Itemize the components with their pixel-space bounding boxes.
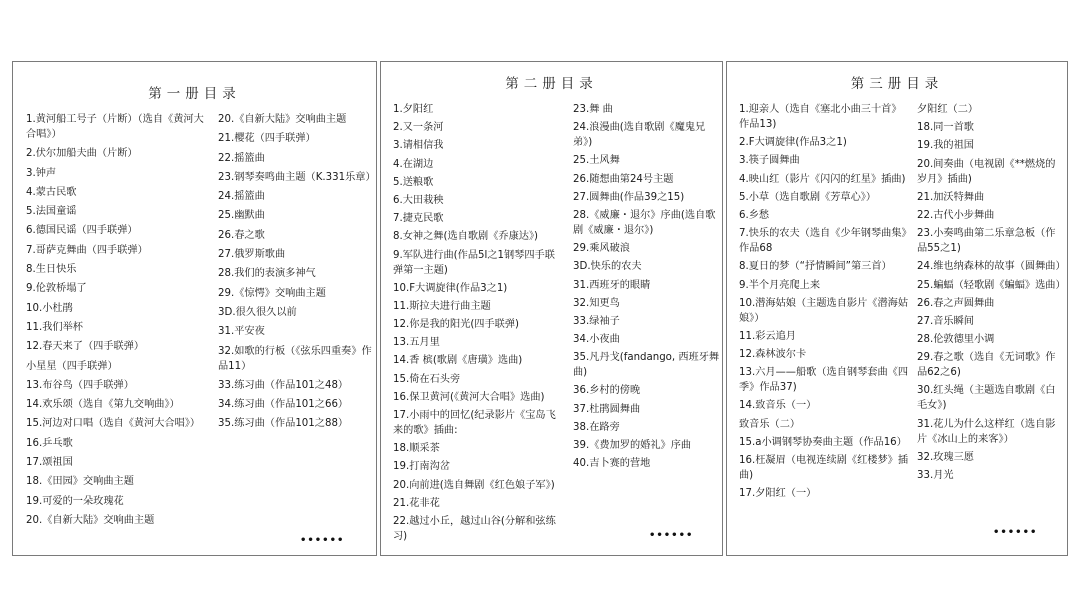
toc-item: 16.枉凝眉（电视连续剧《红楼梦》插曲)	[739, 455, 909, 481]
toc-item: 13.五月里	[393, 337, 440, 349]
toc-item: 2.又一条河	[393, 122, 444, 134]
toc-item: 28.我们的表演多神气	[218, 268, 316, 280]
toc-item: 29.《惊愕》交响曲主题	[218, 287, 326, 299]
toc-item: 7.哥萨克舞曲（四手联弹）	[26, 244, 148, 256]
toc-item: 31.平安夜	[218, 326, 265, 338]
toc-item: 10.小杜鹃	[26, 302, 73, 314]
toc-item: 20.间奏曲（电视剧《**燃烧的岁月》插曲)	[917, 158, 1056, 185]
more-ellipsis: ••••••	[300, 535, 345, 546]
toc-item: 7.捷克民歌	[393, 213, 444, 225]
toc-item: 9.伦敦桥塌了	[26, 283, 87, 295]
toc-item: 25.蝙蝠（轻歌剧《蝙蝠》选曲）	[917, 279, 1066, 291]
toc-item: 23.舞 曲	[573, 104, 613, 115]
volume-1-title: 第一册目录	[148, 86, 241, 102]
toc-item: 9.军队进行曲(作品5l之1钢琴四手联弹第一主题)	[393, 249, 555, 276]
toc-item: 17.小雨中的回忆(纪录影片《宝岛飞来的歌》插曲:	[393, 410, 556, 436]
toc-item: 32.玫瑰三愿	[917, 451, 974, 463]
volume-3-title: 第三册目录	[850, 76, 944, 92]
volume-2-title: 第二册目录	[505, 76, 598, 92]
toc-item: 13.六月——船歌（选自钢琴套曲《四季》作品37)	[739, 367, 909, 394]
toc-item: 7.快乐的农夫（选自《少年钢琴曲集》作品68	[739, 228, 907, 255]
toc-item: 5.法国童谣	[26, 206, 77, 218]
toc-item: 39.《费加罗的婚礼》序曲	[573, 440, 692, 451]
toc-item: 12.你是我的阳光(四手联弹)	[393, 319, 520, 331]
toc-item: 16.乒乓歌	[26, 437, 73, 449]
toc-item: 6.乡愁	[739, 209, 770, 221]
more-ellipsis: ••••••	[993, 527, 1038, 538]
toc-item: 3D.快乐的农夫	[573, 261, 642, 273]
toc-item: 16.保卫黄河(《黄河大合唱》选曲)	[393, 391, 545, 403]
toc-item: 19.打南沟岔	[393, 461, 450, 473]
toc-item: 35.凡丹戈(fandango, 西班牙舞曲)	[573, 352, 720, 379]
toc-item: 14.欢乐颂（选自《第九交响曲》）	[26, 399, 180, 411]
volume-3-column-left	[739, 102, 909, 504]
toc-item: 1.迎亲人（选自《塞北小曲三十首》作品13)	[739, 104, 902, 130]
toc-item: 20.向前进(选自舞剧《红色娘子军》)	[393, 479, 555, 491]
toc-item: 17.夕阳红（一）	[739, 488, 817, 500]
volume-2-column-right	[573, 102, 721, 474]
toc-item: 29.乘风破浪	[573, 243, 630, 255]
toc-item: 26.随想曲第24号主题	[573, 173, 674, 185]
toc-item: 31.花儿为什么这样红（选自影片《冰山上的来客》）	[917, 418, 1056, 445]
toc-item: 3.钟声	[26, 167, 57, 179]
toc-item: 12.春天来了（四手联弹）	[26, 341, 145, 353]
toc-item: 4.映山红（影片《闪闪的红星》插曲)	[739, 173, 906, 185]
volume-3-column-right	[917, 102, 1065, 486]
toc-item: 21.樱花（四手联弹）	[218, 133, 316, 145]
toc-item: 夕阳红（二）	[917, 104, 979, 115]
toc-item: 12.森林波尔卡	[739, 349, 807, 361]
volume-3-panel	[726, 61, 1068, 556]
toc-item: 6.大田栽秧	[393, 194, 444, 206]
toc-item: 19.可爱的一朵玫瑰花	[26, 495, 124, 507]
toc-item: 21.花非花	[393, 497, 440, 509]
toc-item: 37.杜鹃圆舞曲	[573, 403, 641, 415]
toc-item: 18.《田园》交响曲主题	[26, 476, 134, 488]
toc-item: 8.夏日的梦（“抒情瞬间”第三首）	[739, 261, 892, 273]
toc-item: 14.致音乐（一）	[739, 400, 817, 412]
toc-item: 24.维也纳森林的故事（圆舞曲）	[917, 261, 1066, 273]
toc-item: 22.古代小步舞曲	[917, 209, 995, 221]
toc-item: 5.送粮歌	[393, 176, 434, 188]
toc-item: 36.乡村的傍晚	[573, 385, 641, 397]
toc-item: 6.德国民谣（四手联弹）	[26, 225, 138, 237]
toc-item: 19.我的祖国	[917, 140, 974, 152]
toc-item: 18.顺采茶	[393, 443, 440, 455]
toc-item: 2.伏尔加船夫曲（片断）	[26, 148, 138, 160]
toc-item: 26.春之歌	[218, 229, 265, 241]
toc-item: 18.同一首歌	[917, 122, 974, 134]
toc-item: 5.小草（选自歌剧《芳草心》）	[739, 191, 877, 203]
toc-item: 10.潜海姑娘（主题选自影片《潜海姑娘》）	[739, 297, 909, 324]
toc-item: 3.筷子圆舞曲	[739, 155, 800, 167]
toc-item: 11.我们举杯	[26, 321, 83, 333]
toc-item: 32.知更鸟	[573, 297, 620, 309]
more-ellipsis: ••••••	[649, 530, 694, 541]
toc-item: 17.颂祖国	[26, 457, 73, 469]
toc-item: 34.练习曲（作品101之66）	[218, 399, 349, 411]
toc-item: 27.音乐瞬间	[917, 315, 974, 327]
toc-item: 9.半个月亮爬上来	[739, 279, 821, 291]
volume-2-column-left	[393, 102, 563, 547]
toc-item: 20.《自新大陆》交响曲主题	[218, 114, 347, 125]
toc-item: 28.《威廉・退尔》序曲(选自歌剧《威廉・退尔》)	[573, 209, 716, 236]
toc-item: 30.红头绳（主题选自歌剧《白毛女》)	[917, 385, 1056, 412]
toc-item: 26.春之声圆舞曲	[917, 297, 995, 309]
toc-item: 32.如歌的行板（《弦乐四重奏》作品11）	[218, 345, 372, 372]
toc-item: 33.月光	[917, 470, 954, 481]
toc-item: 3D.很久很久以前	[218, 306, 297, 318]
toc-item: 20.《自新大陆》交响曲主题	[26, 514, 155, 526]
toc-item: 33.练习曲（作品101之48）	[218, 379, 349, 391]
toc-item: 21.加沃特舞曲	[917, 191, 985, 203]
toc-item: 小星星（四手联弹）	[26, 360, 118, 372]
toc-item: 15.a小调钢琴协奏曲主题（作品16）	[739, 436, 907, 448]
toc-item: 25.幽默曲	[218, 210, 265, 222]
toc-item: 8.生日快乐	[26, 264, 77, 276]
toc-item: 11.斯拉夫进行曲主题	[393, 300, 491, 312]
toc-item: 23.钢琴奏鸣曲主题（K.331乐章）	[218, 171, 376, 183]
toc-item: 8.女神之舞(选自歌剧《乔康达》)	[393, 231, 539, 243]
toc-item: 28.伦敦德里小调	[917, 334, 995, 346]
toc-item: 2.F大调旋律(作品3之1)	[739, 137, 847, 149]
toc-item: 14.香 槟(歌剧《唐璜》选曲)	[393, 355, 523, 367]
toc-item: 4.在湖边	[393, 158, 434, 170]
toc-item: 15.河边对口唱（选自《黄河大合唱》）	[26, 418, 201, 430]
toc-item: 10.F大调旋律(作品3之1)	[393, 282, 508, 294]
toc-item: 27.圆舞曲(作品39之15)	[573, 191, 685, 203]
toc-item: 27.俄罗斯歌曲	[218, 249, 286, 261]
toc-item: 3.请相信我	[393, 140, 444, 152]
toc-item: 29.春之歌（选自《无词歌》作品62之6)	[917, 352, 1056, 379]
toc-item: 34.小夜曲	[573, 334, 620, 346]
toc-item: 22.摇篮曲	[218, 152, 265, 164]
toc-item: 25.土风舞	[573, 155, 620, 167]
toc-item: 11.彩云追月	[739, 330, 796, 342]
toc-item: 致音乐（二）	[739, 418, 801, 430]
toc-item: 23.小奏鸣曲第二乐章急板（作品55之1)	[917, 228, 1056, 255]
toc-item: 33.绿袖子	[573, 315, 620, 327]
toc-item: 35.练习曲（作品101之88）	[218, 418, 349, 430]
toc-item: 24.浪漫曲(选自歌剧《魔鬼兄弟》)	[573, 122, 706, 149]
toc-item: 24.摇篮曲	[218, 191, 265, 203]
toc-item: 4.蒙古民歌	[26, 186, 77, 198]
toc-item: 40.吉卜赛的营地	[573, 458, 651, 470]
toc-item: 22.越过小丘，越过山谷(分解和弦练习)	[393, 515, 556, 542]
volume-2-panel	[380, 61, 723, 556]
volume-1-column-left	[26, 112, 211, 532]
volume-1-column-right	[218, 112, 376, 436]
toc-item: 38.在路旁	[573, 421, 620, 433]
toc-item: 15.倚在石头旁	[393, 373, 461, 385]
volume-1-panel	[12, 61, 377, 556]
toc-item: 1.夕阳红	[393, 104, 434, 115]
toc-item: 13.布谷鸟（四手联弹）	[26, 379, 134, 391]
toc-item: 31.西班牙的眼睛	[573, 279, 651, 291]
toc-item: 1.黄河船工号子（片断）（选自《黄河大合唱》）	[26, 114, 204, 140]
